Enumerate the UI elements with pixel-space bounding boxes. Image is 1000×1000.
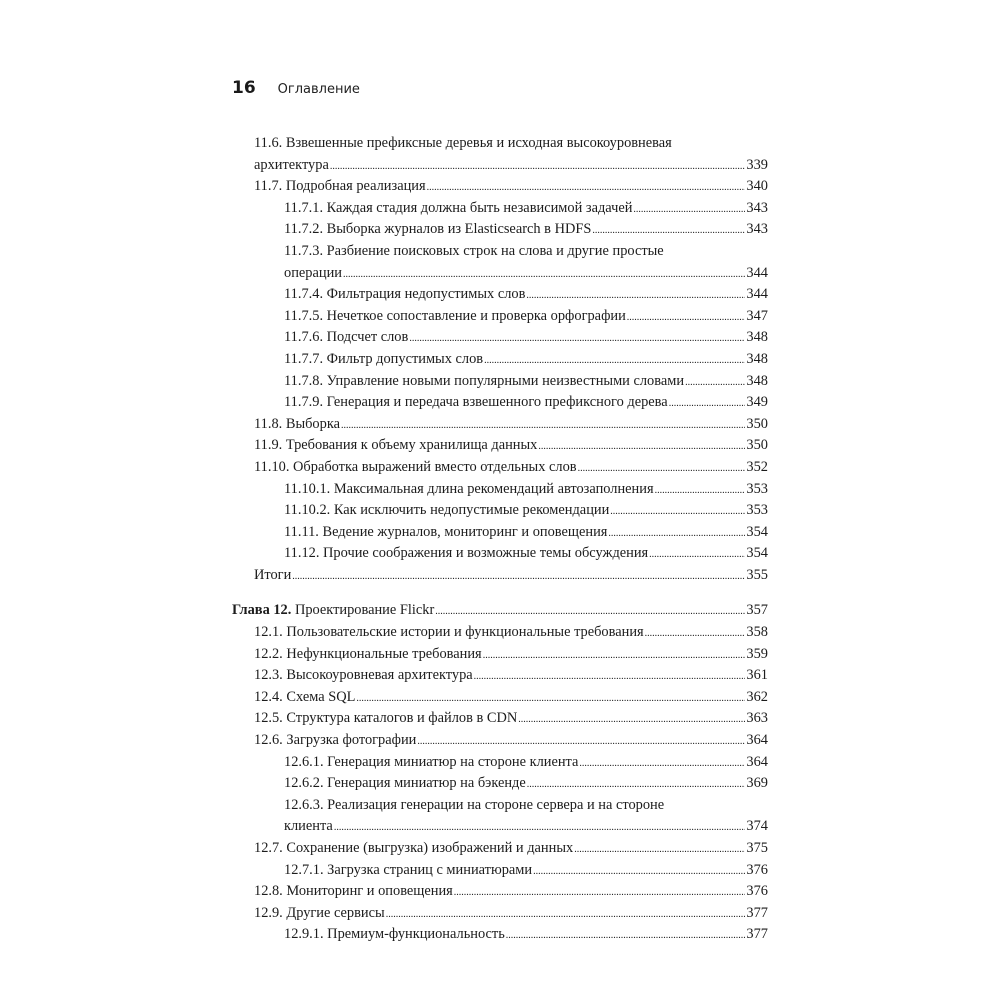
dot-leader <box>669 399 746 409</box>
toc-entry-title: 11.7.5. Нечеткое сопоставление и проверка орфографии <box>284 307 626 324</box>
toc-page-number: 344 <box>746 286 768 303</box>
dot-leader <box>608 529 745 539</box>
toc-entry[interactable] <box>232 665 768 687</box>
toc-page-number: 348 <box>746 329 768 346</box>
toc-entry-title: 12.9.1. Премиум-функциональность <box>284 926 505 943</box>
dot-leader <box>579 759 745 769</box>
toc-entry[interactable] <box>232 479 768 501</box>
toc-page-number: 361 <box>746 667 768 684</box>
toc-page-number: 344 <box>746 264 768 281</box>
toc-page-number: 369 <box>746 775 768 792</box>
toc-entry[interactable] <box>232 306 768 328</box>
toc-entry-title: 11.10.1. Максимальная длина рекомендаций автозаполнения <box>284 480 654 497</box>
toc-entry-title: 12.5. Структура каталогов и файлов в CDN <box>254 710 518 727</box>
dot-leader <box>386 910 746 920</box>
toc-page-number: 362 <box>746 688 768 705</box>
dot-leader <box>474 672 746 682</box>
toc-entry[interactable] <box>232 924 768 946</box>
toc-entry[interactable] <box>232 219 768 241</box>
dot-leader <box>341 421 745 431</box>
dot-leader <box>633 205 745 215</box>
section-gap <box>232 586 768 600</box>
dot-leader <box>506 931 746 941</box>
dot-leader <box>454 888 746 898</box>
toc-entry-title: операции <box>284 264 342 281</box>
toc-page-number: 354 <box>746 523 768 540</box>
toc-page-number: 359 <box>746 645 768 662</box>
toc-entry[interactable] <box>232 198 768 220</box>
toc-entry[interactable] <box>232 522 768 544</box>
dot-leader <box>484 356 745 366</box>
toc-entry[interactable] <box>232 371 768 393</box>
toc-page-number: 343 <box>746 221 768 238</box>
dot-leader <box>330 162 746 172</box>
page-number: 16 <box>232 78 256 98</box>
toc-entry[interactable] <box>232 730 768 752</box>
dot-leader <box>356 694 745 704</box>
toc-entry-title: 12.8. Мониторинг и оповещения <box>254 883 453 900</box>
table-of-contents <box>232 133 768 946</box>
dot-leader <box>518 715 745 725</box>
dot-leader <box>533 867 745 877</box>
toc-entry[interactable] <box>232 414 768 436</box>
dot-leader <box>417 737 745 747</box>
toc-page-number: 355 <box>746 566 768 583</box>
dot-leader <box>526 291 745 301</box>
dot-leader <box>435 607 745 617</box>
toc-entry[interactable] <box>232 881 768 903</box>
toc-entry-title <box>232 600 434 622</box>
toc-entry[interactable] <box>232 457 768 479</box>
toc-entry[interactable] <box>232 795 768 838</box>
chapter-label: Глава 12. <box>232 602 292 619</box>
chapter-title: Проектирование Flickr <box>291 602 435 619</box>
toc-page-number: 377 <box>746 926 768 943</box>
toc-entry-title: 12.6.1. Генерация миниатюр на стороне клиента <box>284 753 579 770</box>
toc-entry-title: клиента <box>284 818 333 835</box>
toc-page-number: 364 <box>746 732 768 749</box>
toc-entry[interactable] <box>232 622 768 644</box>
toc-page-number: 353 <box>746 502 768 519</box>
toc-entry-title: 12.2. Нефункциональные требования <box>254 645 482 662</box>
toc-page-number: 358 <box>746 624 768 641</box>
dot-leader <box>592 226 745 236</box>
toc-entry[interactable] <box>232 903 768 925</box>
dot-leader <box>427 183 746 193</box>
toc-entry-title: 12.6. Загрузка фотографии <box>254 732 417 749</box>
dot-leader <box>578 464 746 474</box>
toc-page-number: 339 <box>746 156 768 173</box>
toc-entry[interactable] <box>232 860 768 882</box>
toc-entry-title: 11.7.9. Генерация и передача взвешенного префиксного дерева <box>284 394 668 411</box>
toc-entry-title-line: 11.6. Взвешенные префиксные деревья и исходная высокоуровневая <box>254 135 672 151</box>
toc-page-number: 353 <box>746 480 768 497</box>
dot-leader <box>645 629 746 639</box>
toc-entry[interactable] <box>232 500 768 522</box>
toc-page-number: 363 <box>746 710 768 727</box>
toc-page-number: 349 <box>746 394 768 411</box>
toc-entry-title: 12.7. Сохранение (выгрузка) изображений и данных <box>254 840 574 856</box>
toc-entry[interactable] <box>232 838 768 860</box>
toc-entry[interactable] <box>232 392 768 414</box>
toc-entry-title: 12.7.1. Загрузка страниц с миниатюрами <box>284 861 533 878</box>
toc-entry[interactable] <box>232 644 768 666</box>
toc-entry-title: Итоги <box>254 566 292 583</box>
toc-entry-title-line: 12.6.3. Реализация генерации на стороне сервера и на стороне <box>284 796 665 813</box>
toc-entry-title: 11.9. Требования к объему хранилища данных <box>254 437 538 454</box>
toc-entry-title: 11.8. Выборка <box>254 415 340 432</box>
toc-entry[interactable] <box>232 435 768 457</box>
dot-leader <box>610 507 745 517</box>
toc-page-number: 364 <box>746 753 768 770</box>
toc-entry[interactable] <box>232 327 768 349</box>
toc-entry[interactable] <box>232 543 768 565</box>
toc-page-number: 340 <box>746 178 768 195</box>
toc-entry-title: 12.1. Пользовательские истории и функциональные требования <box>254 624 644 641</box>
toc-entry-title: 11.10. Обработка выражений вместо отдельных слов <box>254 458 577 475</box>
toc-page-number: 352 <box>746 458 768 475</box>
toc-entry[interactable] <box>232 773 768 795</box>
dot-leader <box>292 572 745 582</box>
toc-entry-title: 11.7. Подробная реализация <box>254 178 426 195</box>
toc-entry[interactable] <box>232 565 768 587</box>
toc-entry-title: 12.9. Другие сервисы <box>254 904 385 921</box>
toc-entry-title: 11.7.6. Подсчет слов <box>284 329 409 346</box>
toc-entry-title: 11.7.8. Управление новыми популярными неизвестными словами <box>284 372 685 389</box>
toc-entry[interactable] <box>232 687 768 709</box>
dot-leader <box>483 651 746 661</box>
toc-page-number: 357 <box>746 602 768 619</box>
toc-entry[interactable] <box>232 752 768 774</box>
toc-entry-title: архитектура <box>254 156 329 173</box>
running-title: Оглавление <box>277 82 360 97</box>
toc-entry[interactable] <box>232 133 768 176</box>
toc-entry-title: 12.3. Высокоуровневая архитектура <box>254 667 473 684</box>
toc-entry-title: 11.7.7. Фильтр допустимых слов <box>284 350 484 367</box>
toc-page-number: 375 <box>746 840 768 856</box>
toc-entry[interactable] <box>232 284 768 306</box>
toc-page-number: 376 <box>746 883 768 900</box>
toc-page-number: 348 <box>746 350 768 367</box>
dot-leader <box>343 270 745 280</box>
page-header <box>232 78 360 102</box>
toc-page-number: 374 <box>746 818 768 835</box>
dot-leader <box>649 550 745 560</box>
toc-entry-title: 11.7.4. Фильтрация недопустимых слов <box>284 286 526 303</box>
dot-leader <box>685 378 745 388</box>
dot-leader <box>538 442 745 452</box>
toc-entry-title-line: 11.7.3. Разбиение поисковых строк на слова и другие простые <box>284 242 664 259</box>
dot-leader <box>627 313 746 323</box>
toc-entry-title: 12.4. Схема SQL <box>254 688 356 705</box>
toc-page-number: 350 <box>746 415 768 432</box>
toc-entry[interactable] <box>232 241 768 284</box>
dot-leader <box>655 486 746 496</box>
toc-entry-title: 12.6.2. Генерация миниатюр на бэкенде <box>284 775 526 792</box>
toc-entry-title: 11.10.2. Как исключить недопустимые рекомендации <box>284 502 610 519</box>
toc-entry[interactable] <box>232 176 768 198</box>
toc-entry-title: 11.7.2. Выборка журналов из Elasticsearch в HDFS <box>284 221 592 238</box>
toc-page-number: 354 <box>746 545 768 562</box>
toc-entry[interactable] <box>232 349 768 371</box>
toc-page-number: 343 <box>746 199 768 216</box>
toc-page-number: 376 <box>746 861 768 878</box>
toc-entry-title: 11.7.1. Каждая стадия должна быть независимой задачей <box>284 199 633 216</box>
toc-entry-title: 11.11. Ведение журналов, мониторинг и оповещения <box>284 523 608 540</box>
toc-chapter-entry[interactable] <box>232 600 768 622</box>
toc-page-number: 377 <box>746 904 768 921</box>
toc-page-number: 348 <box>746 372 768 389</box>
dot-leader <box>334 823 746 833</box>
dot-leader <box>527 780 746 790</box>
toc-page-number: 350 <box>746 437 768 454</box>
dot-leader <box>574 845 745 855</box>
toc-page-number: 347 <box>746 307 768 324</box>
toc-entry[interactable] <box>232 708 768 730</box>
dot-leader <box>409 334 745 344</box>
toc-entry-title: 11.12. Прочие соображения и возможные темы обсуждения <box>284 545 649 562</box>
